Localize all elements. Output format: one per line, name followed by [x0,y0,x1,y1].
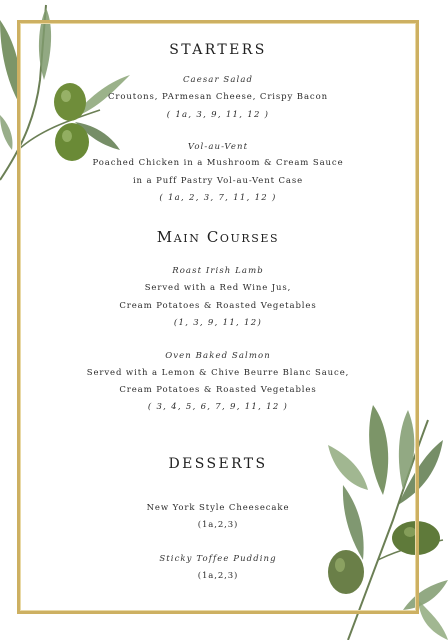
section-heading-starters: STARTERS [169,42,267,58]
dish-description: Served with a Lemon & Chive Beurre Blanc Sauce, [86,368,350,378]
allergen-codes: ( 1a, 2, 3, 7, 11, 12 ) [159,193,277,203]
dish-title: New York Style Cheesecake [146,503,290,513]
dish-description: Cream Potatoes & Roasted Vegetables [119,385,317,395]
dish-description: in a Puff Pastry Vol-au-Vent Case [132,176,304,186]
allergen-codes: ( 3, 4, 5, 6, 7, 9, 11, 12 ) [147,402,289,412]
dish-title: Sticky Toffee Pudding [159,554,277,564]
dish-description: Served with a Red Wine Jus, [144,283,292,293]
dish-title: Roast Irish Lamb [172,266,264,276]
allergen-codes: ( 1a, 3, 9, 11, 12 ) [166,110,270,120]
dish-title: Vol-au-Vent [187,142,249,152]
dish-title: Oven Baked Salmon [165,351,271,361]
dish-title: Caesar Salad [182,75,254,85]
allergen-codes: (1, 3, 9, 11, 12) [173,318,263,328]
dish-description: Cream Potatoes & Roasted Vegetables [119,301,317,311]
allergen-codes: (1a,2,3) [197,571,239,581]
dish-description: Poached Chicken in a Mushroom & Cream Sauce [92,158,344,168]
section-heading-desserts: DESSERTS [168,456,268,472]
allergen-codes: (1a,2,3) [197,520,239,530]
section-heading-mains: Main Courses [156,228,280,246]
dish-description: Croutons, PArmesan Cheese, Crispy Bacon [108,92,328,102]
